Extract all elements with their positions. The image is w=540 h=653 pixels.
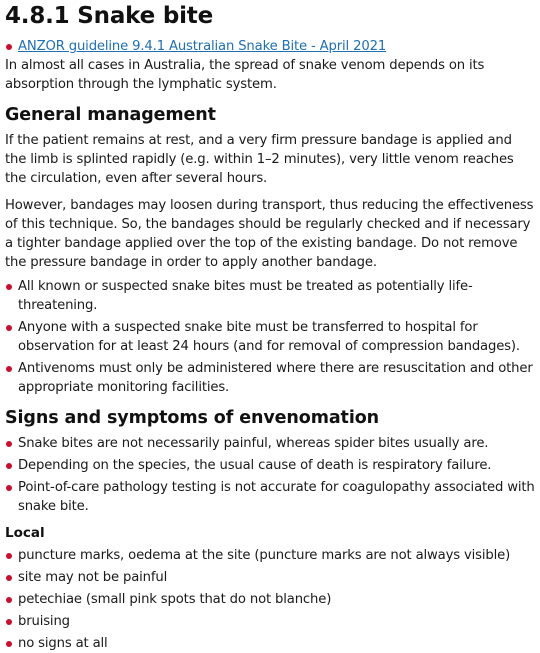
list-item [5,37,536,56]
intro-paragraph: In almost all cases in Australia, the spread of snake venom depends on its absorption through the lymphatic system. [5,58,485,92]
signs-symptoms-heading: Signs and symptoms of envenomation [5,408,380,428]
bullet-icon [6,463,12,469]
list-item [5,318,536,356]
list-item-text: puncture marks, oedema at the site (puncture marks are not always visible) [18,548,511,563]
list-item [5,590,536,609]
list-item-text: petechiae (small pink spots that do not blanche) [18,592,332,607]
list-item [5,546,536,565]
section-title: 4.8.1 Snake bite [5,3,213,29]
list-item [5,612,536,631]
bullet-icon [6,641,12,647]
bullet-icon [6,366,12,372]
list-item [5,634,536,653]
bullet-icon [6,441,12,447]
list-item-text: no signs at all [18,636,108,651]
list-item-text: Depending on the species, the usual cause of death is respiratory failure. [18,458,492,473]
general-management-paragraph-1: If the patient remains at rest, and a very firm pressure bandage is applied and the limb is splinted rapidly (e.g. within 1–2 minutes), very little venom reaches the circulation, even after several hours. [5,133,514,186]
list-item-text: Anyone with a suspected snake bite must be transferred to hospital for observation for at least 24 hours (and for removal of compression bandages). [18,320,520,354]
guideline-link[interactable]: ANZOR guideline 9.4.1 Australian Snake Bite - April 2021 [18,39,387,54]
bullet-icon [6,485,12,491]
bullet-icon [6,284,12,290]
bullet-icon [6,44,12,50]
list-item-text: bruising [18,614,70,629]
list-item [5,277,536,315]
signs-symptoms-list [5,434,536,516]
bullet-icon [6,597,12,603]
list-item-text: Snake bites are not necessarily painful, whereas spider bites usually are. [18,436,489,451]
list-item [5,456,536,475]
bullet-icon [6,553,12,559]
guideline-link-list [5,37,536,56]
list-item-text: All known or suspected snake bites must be treated as potentially life-threatening. [18,279,473,313]
general-management-paragraph-2: However, bandages may loosen during transport, thus reducing the effectiveness of this technique. So, the bandages should be regularly checked and if necessary a tighter bandage applied over the top of the existing bandage. Do not remove the pressure bandage in order to apply another bandage. [5,198,534,270]
bullet-icon [6,325,12,331]
list-item [5,478,536,516]
local-signs-list [5,546,536,653]
list-item [5,359,536,397]
local-heading: Local [5,525,45,541]
list-item [5,434,536,453]
list-item [5,568,536,587]
list-item-text: site may not be painful [18,570,168,585]
bullet-icon [6,619,12,625]
list-item-text: Antivenoms must only be administered where there are resuscitation and other appropriate monitoring facilities. [18,361,533,395]
list-item-text: Point-of-care pathology testing is not accurate for coagulopathy associated with snake bite. [18,480,535,514]
general-management-heading: General management [5,105,216,125]
general-management-list [5,277,536,397]
bullet-icon [6,575,12,581]
